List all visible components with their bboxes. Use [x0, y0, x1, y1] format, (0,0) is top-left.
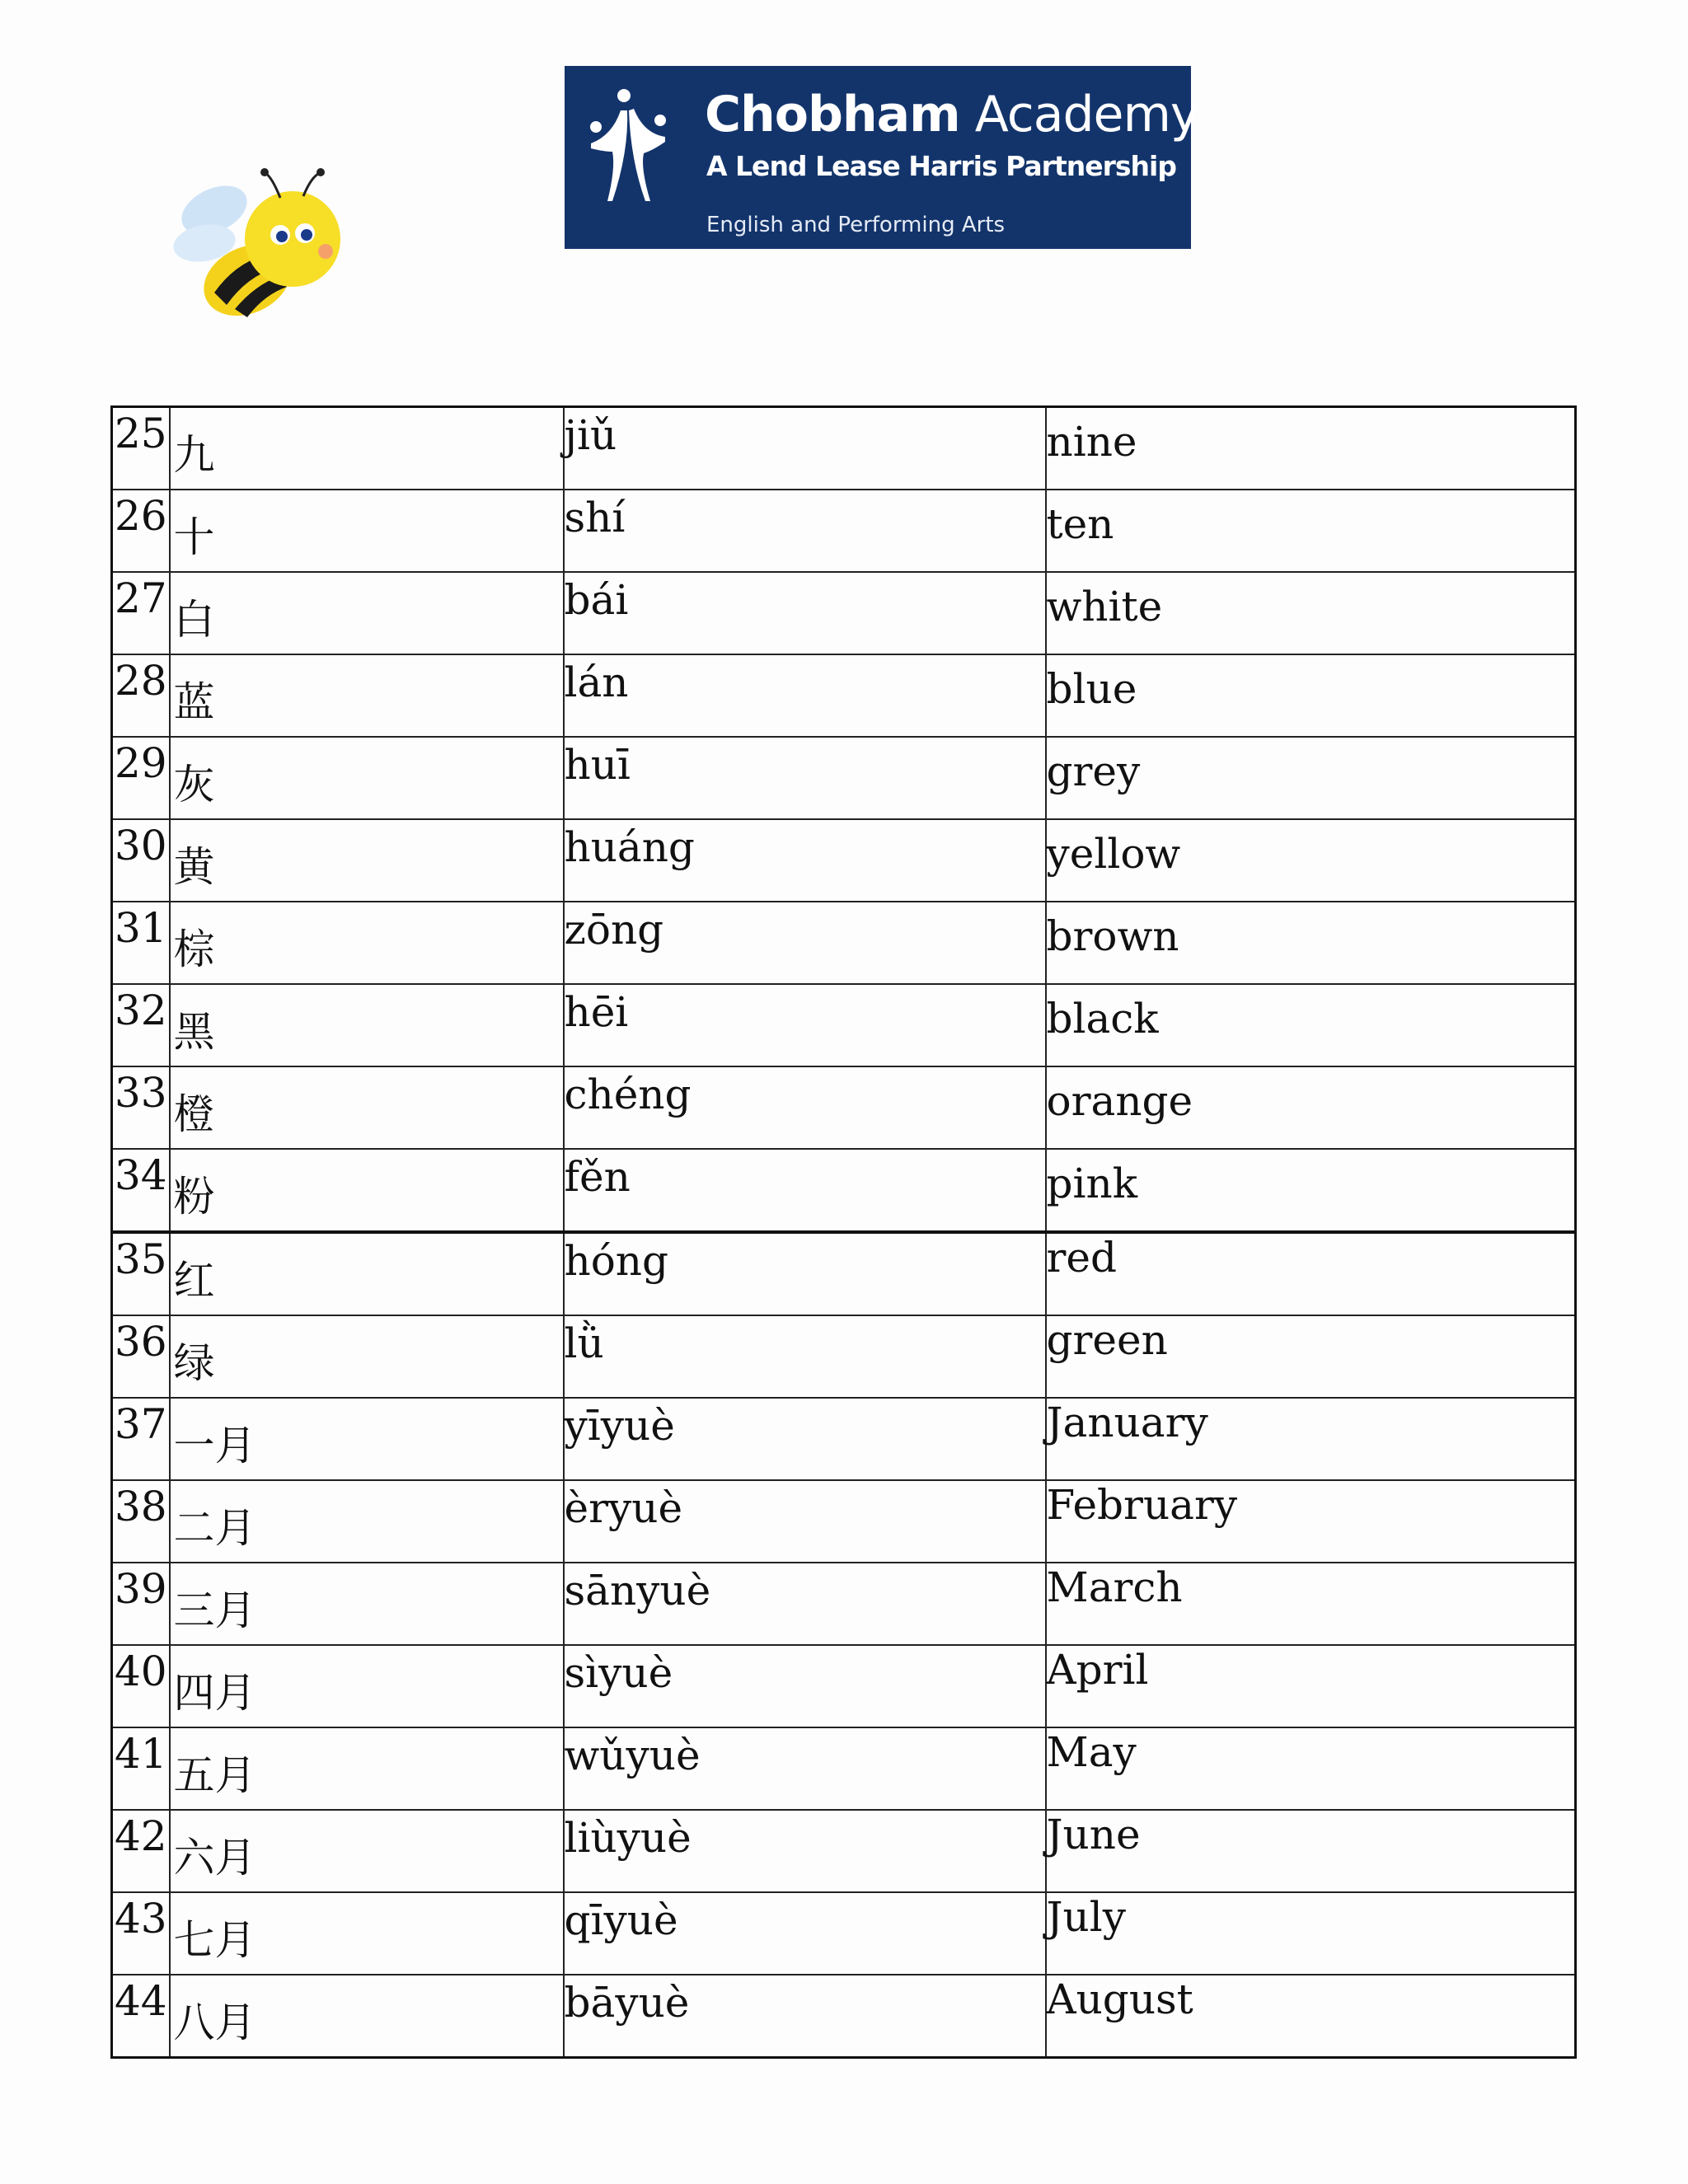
row-number: 32: [112, 984, 170, 1066]
row-number: 42: [112, 1810, 170, 1892]
school-logo: [565, 66, 1199, 249]
english-text: May: [1046, 1728, 1137, 1776]
bee-mascot-image: [157, 165, 354, 330]
english-cell: [1046, 654, 1576, 737]
english-cell: [1046, 1398, 1576, 1480]
english-text: orange: [1046, 1077, 1193, 1125]
pinyin-text: liùyuè: [564, 1814, 692, 1862]
partnership-text: A Lend Lease Harris Partnership: [706, 150, 1176, 182]
english-cell: [1046, 1810, 1576, 1892]
english-text: April: [1046, 1646, 1149, 1694]
pinyin-text: huáng: [564, 823, 695, 871]
pinyin-text: zōng: [564, 906, 664, 954]
pinyin-cell: [564, 1398, 1046, 1480]
row-number: 28: [112, 654, 170, 737]
english-text: July: [1046, 1893, 1126, 1941]
pinyin-cell: [564, 1149, 1046, 1232]
hanzi-text: 九: [173, 431, 215, 479]
row-number: 34: [112, 1149, 170, 1232]
pinyin-cell: [564, 819, 1046, 902]
english-text: June: [1046, 1811, 1141, 1858]
hanzi-cell: [170, 1975, 564, 2058]
english-text: nine: [1046, 418, 1137, 466]
pinyin-cell: [564, 737, 1046, 819]
hanzi-cell: [170, 1727, 564, 1810]
pinyin-cell: [564, 1727, 1046, 1810]
table-row: [112, 1315, 1576, 1398]
pinyin-text: wǔyuè: [564, 1732, 701, 1779]
hanzi-cell: [170, 1892, 564, 1975]
english-cell: [1046, 1480, 1576, 1563]
english-cell: [1046, 1232, 1576, 1315]
hanzi-text: 五月: [173, 1751, 256, 1799]
row-number: 31: [112, 902, 170, 984]
english-cell: [1046, 1149, 1576, 1232]
pinyin-cell: [564, 984, 1046, 1066]
row-number: 30: [112, 819, 170, 902]
english-text: green: [1046, 1316, 1168, 1364]
row-number: 38: [112, 1480, 170, 1563]
english-cell: [1046, 819, 1576, 902]
hanzi-cell: [170, 1810, 564, 1892]
table-row: [112, 1398, 1576, 1480]
table-row: [112, 1975, 1576, 2058]
hanzi-cell: [170, 1315, 564, 1398]
pinyin-text: chéng: [564, 1071, 692, 1118]
english-cell: [1046, 984, 1576, 1066]
hanzi-cell: [170, 1645, 564, 1727]
pinyin-cell: [564, 1066, 1046, 1149]
hanzi-text: 黑: [173, 1008, 215, 1056]
pinyin-text: shí: [564, 494, 626, 541]
pinyin-cell: [564, 407, 1046, 490]
table-row: [112, 902, 1576, 984]
pinyin-cell: [564, 1315, 1046, 1398]
row-number: 26: [112, 490, 170, 572]
table-row: [112, 1232, 1576, 1315]
table-row: [112, 407, 1576, 490]
table-row: [112, 1149, 1576, 1232]
pinyin-text: hēi: [564, 988, 629, 1036]
english-text: black: [1046, 995, 1159, 1043]
english-cell: [1046, 902, 1576, 984]
pinyin-cell: [564, 1892, 1046, 1975]
row-number: 39: [112, 1563, 170, 1645]
pinyin-text: yīyuè: [564, 1402, 675, 1450]
pinyin-text: lán: [564, 658, 629, 706]
english-cell: [1046, 1645, 1576, 1727]
hanzi-cell: [170, 1563, 564, 1645]
row-number: 36: [112, 1315, 170, 1398]
hanzi-cell: [170, 1149, 564, 1232]
hanzi-text: 二月: [173, 1504, 256, 1552]
table-row: [112, 1480, 1576, 1563]
hanzi-text: 四月: [173, 1669, 256, 1717]
pinyin-text: huī: [564, 741, 631, 789]
hanzi-text: 七月: [173, 1916, 256, 1964]
hanzi-cell: [170, 654, 564, 737]
hanzi-text: 红: [173, 1257, 215, 1305]
english-text: January: [1046, 1399, 1208, 1446]
row-number: 37: [112, 1398, 170, 1480]
hanzi-text: 一月: [173, 1422, 256, 1469]
english-text: yellow: [1046, 830, 1181, 878]
pinyin-cell: [564, 1810, 1046, 1892]
vocabulary-table-body: [112, 407, 1576, 2058]
pinyin-text: bāyuè: [564, 1979, 690, 2027]
table-row: [112, 1810, 1576, 1892]
pinyin-text: fěn: [564, 1153, 631, 1201]
row-number: 35: [112, 1232, 170, 1315]
english-text: red: [1046, 1234, 1117, 1282]
row-number: 40: [112, 1645, 170, 1727]
hanzi-text: 橙: [173, 1090, 215, 1138]
pinyin-cell: [564, 1480, 1046, 1563]
hanzi-cell: [170, 902, 564, 984]
hanzi-text: 三月: [173, 1586, 256, 1634]
hanzi-cell: [170, 1066, 564, 1149]
pinyin-text: lǜ: [564, 1319, 604, 1367]
pinyin-cell: [564, 902, 1046, 984]
english-cell: [1046, 407, 1576, 490]
hanzi-text: 八月: [173, 1999, 256, 2046]
hanzi-text: 六月: [173, 1834, 256, 1882]
hanzi-cell: [170, 1398, 564, 1480]
row-number: 29: [112, 737, 170, 819]
hanzi-text: 灰: [173, 761, 215, 808]
hanzi-text: 棕: [173, 926, 215, 973]
english-cell: [1046, 572, 1576, 654]
row-number: 33: [112, 1066, 170, 1149]
row-number: 27: [112, 572, 170, 654]
hanzi-text: 粉: [173, 1173, 215, 1221]
table-row: [112, 1645, 1576, 1727]
table-row: [112, 1066, 1576, 1149]
hanzi-text: 蓝: [173, 678, 215, 726]
hanzi-cell: [170, 572, 564, 654]
hanzi-cell: [170, 1480, 564, 1563]
pinyin-cell: [564, 654, 1046, 737]
hanzi-cell: [170, 407, 564, 490]
table-row: [112, 654, 1576, 737]
row-number: 44: [112, 1975, 170, 2058]
table-row: [112, 819, 1576, 902]
hanzi-text: 绿: [173, 1339, 215, 1387]
row-number: 25: [112, 407, 170, 490]
english-cell: [1046, 1315, 1576, 1398]
table-row: [112, 490, 1576, 572]
pinyin-cell: [564, 1975, 1046, 2058]
pinyin-cell: [564, 490, 1046, 572]
english-text: pink: [1046, 1160, 1137, 1207]
school-name: Chobham Academy: [705, 86, 1199, 143]
english-text: white: [1046, 583, 1163, 630]
pinyin-text: sānyuè: [564, 1567, 711, 1615]
row-number: 41: [112, 1727, 170, 1810]
hanzi-cell: [170, 819, 564, 902]
english-text: brown: [1046, 912, 1179, 960]
specialism-text: English and Performing Arts: [706, 213, 1006, 237]
table-row: [112, 1892, 1576, 1975]
english-cell: [1046, 1563, 1576, 1645]
pinyin-cell: [564, 1563, 1046, 1645]
english-cell: [1046, 737, 1576, 819]
english-text: grey: [1046, 748, 1141, 795]
pinyin-text: bái: [564, 576, 629, 624]
table-row: [112, 984, 1576, 1066]
english-text: August: [1046, 1975, 1193, 2023]
english-text: February: [1046, 1481, 1238, 1529]
pinyin-text: èryuè: [564, 1484, 683, 1532]
table-row: [112, 1727, 1576, 1810]
row-number: 43: [112, 1892, 170, 1975]
english-cell: [1046, 1975, 1576, 2058]
hanzi-text: 白: [173, 596, 215, 644]
table-row: [112, 572, 1576, 654]
english-cell: [1046, 1727, 1576, 1810]
hanzi-cell: [170, 737, 564, 819]
english-text: ten: [1046, 500, 1114, 548]
hanzi-cell: [170, 1232, 564, 1315]
pinyin-cell: [564, 1232, 1046, 1315]
hanzi-text: 十: [173, 513, 215, 561]
figures-logo-icon: [579, 77, 678, 242]
english-cell: [1046, 1892, 1576, 1975]
pinyin-cell: [564, 572, 1046, 654]
pinyin-text: jiǔ: [564, 411, 617, 459]
english-text: March: [1046, 1563, 1183, 1611]
table-row: [112, 1563, 1576, 1645]
pinyin-text: hóng: [564, 1237, 669, 1285]
hanzi-cell: [170, 984, 564, 1066]
english-text: blue: [1046, 665, 1137, 713]
pinyin-cell: [564, 1645, 1046, 1727]
hanzi-text: 黄: [173, 843, 215, 891]
english-cell: [1046, 490, 1576, 572]
vocabulary-table: [110, 405, 1577, 2059]
hanzi-cell: [170, 490, 564, 572]
pinyin-text: sìyuè: [564, 1649, 673, 1697]
pinyin-text: qīyuè: [564, 1896, 678, 1944]
table-row: [112, 737, 1576, 819]
english-cell: [1046, 1066, 1576, 1149]
